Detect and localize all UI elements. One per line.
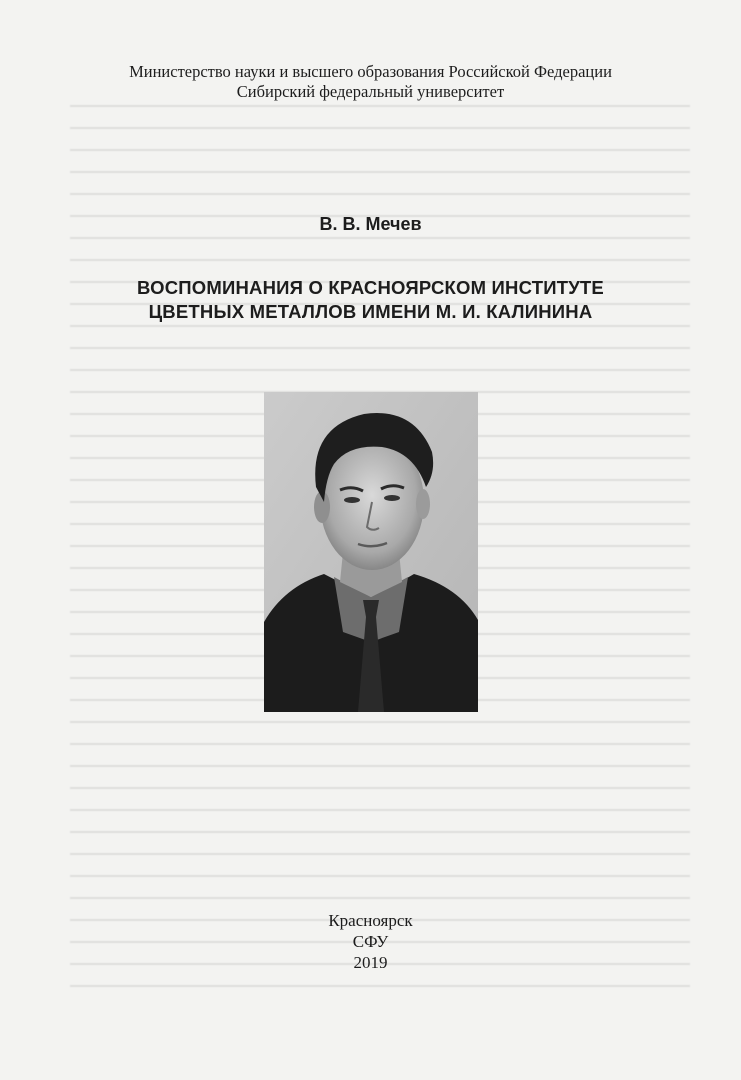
publisher-header	[0, 62, 741, 102]
title-line-1: ВОСПОМИНАНИЯ О КРАСНОЯРСКОМ ИНСТИТУТЕ	[137, 277, 604, 298]
city: Красноярск	[328, 911, 413, 930]
imprint	[0, 910, 741, 973]
university-line: Сибирский федеральный университет	[236, 82, 505, 101]
book-title	[0, 276, 741, 324]
title-line-2: ЦВЕТНЫХ МЕТАЛЛОВ ИМЕНИ М. И. КАЛИНИНА	[148, 301, 593, 322]
portrait-illustration	[264, 392, 478, 712]
author-name: В. В. Мечев	[319, 214, 422, 234]
ministry-line: Министерство науки и высшего образования Российской Федерации	[129, 62, 612, 81]
author-portrait	[264, 392, 478, 712]
publisher-abbr: СФУ	[352, 932, 389, 951]
year: 2019	[353, 953, 388, 972]
